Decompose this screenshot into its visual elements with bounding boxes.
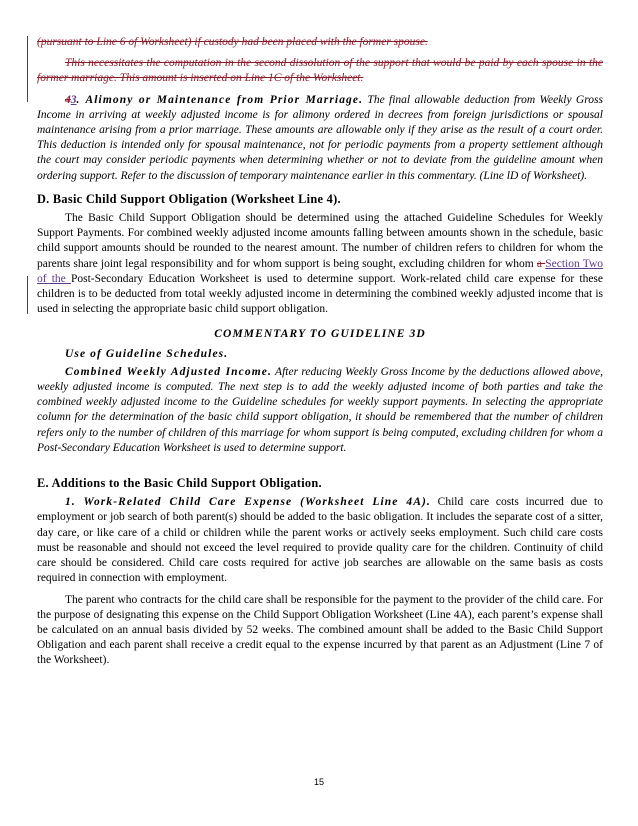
deleted-paragraph-second-dissolution: This necessitates the computation in the second dissolution of the support that would be paid by each spouse in the former marriage. This amount is inserted on Line 1C of the Worksheet. xyxy=(37,57,603,85)
section-d-text-before: The Basic Child Support Obligation should be determined using the attached Guideline Schedules for Weekly Support Payments. For combined weekly adjusted income amounts falling between amounts shown in the schedule, basic child support amounts should be rounded to the nearest amount. The number of children refers to children for whom the parents share joint legal responsibility and for whom support is being sought, excluding children for whom xyxy=(37,212,603,270)
section-e-paragraph-2: The parent who contracts for the child care shall be responsible for the payment to the provider of the child care. For the purpose of designating this expense on the Child Support Obligation Worksheet (Line 4A), each parent’s expense shall be calculated on an annual basis divided by 52 weeks. The combined amount shall be added to the Basic Child Support Obligation and each parent shall receive a credit equal to the expense incurred by that parent as an Adjustment (Line 7 of the Worksheet). xyxy=(37,593,603,667)
inserted-number: 3 xyxy=(70,93,77,106)
section-d-paragraph xyxy=(37,211,603,317)
document-page xyxy=(37,35,603,675)
commentary-heading: COMMENTARY TO GUIDELINE 3D xyxy=(214,328,426,341)
section-e-body-1: Child care costs incurred due to employment or job search of both parent(s) should be added to the basic obligation. It includes the separate cost of a sitter, day care, or like care of a child or children while the parent works or actively seeks employment. Such child care costs must be reasonable and should not exceed the level required to provide quality care for the children. Continuity of child care should be considered. Child care costs required for active job searches are allowable on the same basis as costs required in connection with employment. xyxy=(37,496,603,585)
deleted-paragraph-pursuant: (pursuant to Line 6 of Worksheet) if custody had been placed with the former spouse. xyxy=(37,36,428,48)
section-d-text-after: Post-Secondary Education Worksheet is used to determine support. Work-related child care expense for these children is to be deducted from total weekly adjusted income in determining the combined weekly adjusted income that is used in selecting the appropriate basic child support obligation. xyxy=(37,272,604,316)
section-d-heading: D. Basic Child Support Obligation (Worksheet Line 4). xyxy=(37,191,341,206)
section-e-heading: E. Additions to the Basic Child Support Obligation. xyxy=(37,476,322,491)
alimony-paragraph xyxy=(37,93,603,184)
commentary-lead: Combined Weekly Adjusted Income. xyxy=(65,365,272,378)
commentary-paragraph xyxy=(37,365,603,456)
section-d-deleted-text: a xyxy=(536,257,546,270)
deleted-number: 4 xyxy=(65,93,71,106)
change-bar-section-d xyxy=(27,276,28,314)
alimony-title: . Alimony or Maintenance from Prior Marriage. xyxy=(76,93,364,106)
alimony-body: The final allowable deduction from Weekly Gross Income in arriving at weekly adjusted income is for alimony ordered in decrees from foreign jurisdictions or spousal maintenance arising from a prior marriage. These amounts are allowable only if they arise as the result of a court order. This deduction is intended only for spousal maintenance, not for periodic payments from a property settlement although the court may consider periodic payments when determining whether or not to deviate from the guideline amount when ordering support. Refer to the discussion of temporary maintenance earlier in this commentary. (Line lD of Worksheet). xyxy=(37,93,603,182)
change-bar-top xyxy=(27,36,28,102)
section-e-paragraph-1 xyxy=(37,495,603,586)
section-e-subtitle: 1. Work-Related Child Care Expense (Worksheet Line 4A). xyxy=(65,496,431,509)
page-number: 15 xyxy=(313,777,324,787)
section-d-inserted-text: Section Two of the xyxy=(37,257,603,285)
commentary-subheading: Use of Guideline Schedules. xyxy=(65,347,229,360)
commentary-body: After reducing Weekly Gross Income by the deductions allowed above, weekly adjusted income is computed. The next step is to add the weekly adjusted income of both parties and take the combined weekly adjusted income to the Guideline schedules for weekly support payments. In selecting the appropriate column for the determination of the basic child support obligation, it should be remembered that the number of children refers only to the number of children of this marriage for whom support is being computed, excluding children for whom a Post-Secondary Education Worksheet is used to determine support. xyxy=(37,365,603,454)
